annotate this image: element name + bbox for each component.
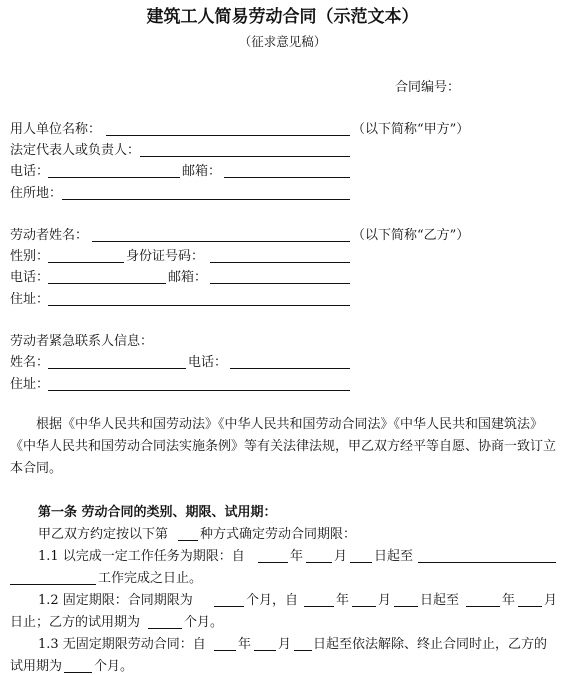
worker-phone-label: 电话： [10,270,50,285]
document-title: 建筑工人简易劳动合同（示范文本） [146,7,419,27]
article1-intro-b: 种方式确定劳动合同期限： [200,527,357,542]
emergency-name-field[interactable] [48,368,186,369]
worker-gender-field[interactable] [48,262,124,263]
clause-1-1-month-text: 月 [334,549,348,564]
emergency-address-label: 住址： [10,377,50,392]
clause-1-3-month-text: 月 [278,637,292,652]
clause-1-2-months-field[interactable] [214,606,244,607]
article1-intro-a: 甲乙双方约定按以下第 [38,527,169,542]
contract-number-label: 合同编号： [395,80,461,95]
clause-1-1-label: 1.1 以完成一定工作任务为期限：自 [38,549,245,564]
clause-1-2-start-month[interactable] [352,606,376,607]
clause-1-2-start-day[interactable] [394,606,418,607]
emergency-name-label: 姓名： [10,355,50,370]
worker-address-label: 住址： [10,292,50,307]
employer-address-field[interactable] [62,199,350,200]
worker-email-label: 邮箱： [168,270,208,285]
clause-1-2-end-year-text: 年 [502,593,516,608]
worker-id-label: 身份证号码： [126,249,205,264]
clause-1-1-end-text: 工作完成之日止。 [98,571,203,586]
clause-1-2-end-year[interactable] [466,606,500,607]
clause-1-3-end-text: 个月。 [94,659,134,674]
worker-phone-field[interactable] [48,283,166,284]
emergency-address-field[interactable] [48,390,350,391]
clause-1-2-probation-field[interactable] [148,628,182,629]
employer-email-label: 邮箱： [182,164,222,179]
clause-1-1-task-field-cont[interactable] [10,584,96,585]
clause-1-1-start-month[interactable] [306,562,332,563]
article1-option-field[interactable] [178,540,198,541]
employer-alias-note: （以下简称“甲方”） [352,122,470,137]
clause-1-2-end-month-text: 月 [544,593,558,608]
clause-1-1-day-text: 日起至 [374,549,414,564]
employer-email-field[interactable] [224,177,350,178]
clause-1-2-end-month[interactable] [518,606,542,607]
employer-name-field[interactable] [106,135,350,136]
worker-email-field[interactable] [210,283,350,284]
clause-1-3-probation-field[interactable] [64,672,92,673]
employer-name-label: 用人单位名称： [10,122,102,137]
employer-rep-field[interactable] [140,156,350,157]
clause-1-2-day-text: 日起至 [420,593,460,608]
clause-1-2-line2: 日止；乙方的试用期为 [10,615,141,630]
clause-1-3-start-year[interactable] [214,650,236,651]
employer-rep-label: 法定代表人或负责人： [10,143,141,158]
clause-1-2-end-text: 个月。 [184,615,224,630]
clause-1-3-year-text: 年 [238,637,252,652]
employer-address-label: 住所地： [10,186,63,201]
worker-alias-note: （以下简称“乙方”） [352,228,470,243]
document-subtitle: （征求意见稿） [238,34,327,49]
clause-1-1-start-year[interactable] [258,562,288,563]
emergency-phone-field[interactable] [230,368,350,369]
worker-name-field[interactable] [92,241,350,242]
clause-1-2-label: 1.2 固定期限：合同期限为 [38,593,193,608]
employer-phone-label: 电话： [10,164,50,179]
clause-1-3-text-b: 日起至依法解除、终止合同时止，乙方的 [313,637,548,652]
clause-1-3-label: 1.3 无固定期限劳动合同：自 [38,637,206,652]
worker-id-field[interactable] [210,262,350,263]
clause-1-3-line2: 试用期为 [10,659,63,674]
intro-paragraph: 根据《中华人民共和国劳动法》《中华人民共和国劳动合同法》《中华人民共和国建筑法》《中华人民共和国劳动合同法实施条例》等有关法律法规，甲乙双方经平等自愿、协商一致订立本合同。 [10,417,557,476]
clause-1-2-start-year[interactable] [304,606,334,607]
emergency-phone-label: 电话： [188,355,228,370]
article1-heading: 第一条 劳动合同的类别、期限、试用期： [38,505,277,520]
clause-1-1-start-day[interactable] [350,562,372,563]
clause-1-1-year-text: 年 [290,549,304,564]
clause-1-2-month-text: 月 [378,593,392,608]
clause-1-2-year-text: 年 [336,593,350,608]
clause-1-3-start-month[interactable] [254,650,276,651]
worker-address-field[interactable] [48,305,350,306]
clause-1-2-months-text: 个月，自 [246,593,299,608]
employer-phone-field[interactable] [48,177,180,178]
worker-gender-label: 性别： [10,249,50,264]
worker-name-label: 劳动者姓名： [10,228,89,243]
clause-1-1-task-field[interactable] [418,562,556,563]
clause-1-3-start-day[interactable] [294,650,312,651]
emergency-contact-heading: 劳动者紧急联系人信息： [10,334,154,349]
